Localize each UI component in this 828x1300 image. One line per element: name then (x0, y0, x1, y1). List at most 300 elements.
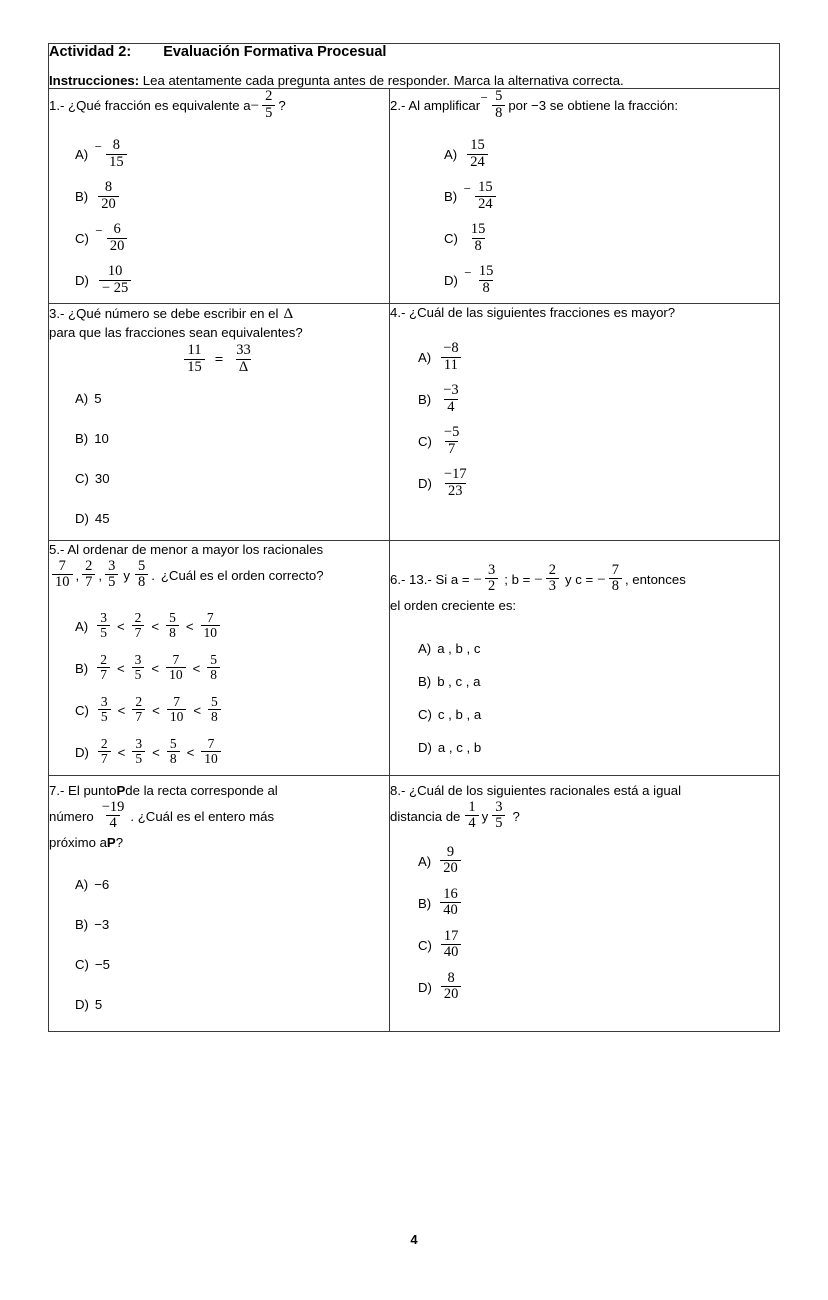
option-5-c-lt-3: < (193, 703, 202, 719)
option-5-d-label: D) (75, 745, 89, 761)
option-2-a-den: 24 (467, 154, 488, 170)
option-3-d-value: 45 (94, 511, 110, 527)
q6-a-minus: − (473, 571, 482, 588)
question-8-stem-line2 (390, 800, 779, 834)
o5c4d: 8 (208, 709, 221, 724)
option-1-b-fraction (98, 180, 119, 212)
question-cell-5 (49, 540, 390, 775)
option-8-d-fraction (441, 971, 462, 1003)
q3-right-fraction (233, 343, 254, 375)
option-1-d-num: 10 (107, 263, 123, 280)
option-3-c-label: C) (75, 471, 89, 487)
q8-line2-a: distancia de (390, 809, 461, 825)
option-6-b-label: B) (418, 673, 432, 689)
option-4-d-num: −17 (443, 466, 467, 483)
option-2-c-num: 15 (470, 221, 486, 238)
option-5-c-frac-2 (132, 695, 145, 725)
option-5-c-label: C) (75, 703, 89, 719)
q3-left-num: 11 (187, 342, 202, 359)
o5c2n: 2 (135, 694, 143, 710)
q6-sep-1: ; b = (504, 572, 531, 588)
o5a4n: 7 (206, 610, 214, 626)
question-6-stem-line2 (390, 597, 779, 615)
option-7-d-value: 5 (94, 997, 103, 1013)
q3-right-den: Δ (236, 359, 251, 375)
q6-a-fraction (485, 563, 498, 595)
option-8-d-num: 8 (447, 970, 455, 987)
q4-prefix: 4.- ¿Cuál de las siguientes fracciones es mayor? (390, 305, 676, 321)
q7-num: −19 (101, 799, 125, 816)
activity-label: Actividad 2: (49, 44, 132, 60)
question-cell-6 (390, 540, 780, 775)
option-1-c[interactable] (49, 219, 389, 259)
option-7-c[interactable] (49, 946, 389, 984)
option-4-d[interactable] (390, 464, 779, 504)
option-4-b-fraction (440, 383, 461, 415)
q3-right-num: 33 (236, 342, 251, 359)
option-2-c-label: C) (444, 231, 458, 247)
option-6-a-label: A) (418, 640, 432, 656)
q1-suffix: ? (278, 98, 286, 114)
option-2-d-label: D) (444, 273, 458, 289)
option-4-c-label: C) (418, 434, 432, 450)
q6-c-fraction (609, 563, 622, 595)
q6-line2: el orden creciente es: (390, 598, 517, 614)
option-7-b[interactable] (49, 906, 389, 944)
o5a1d: 5 (97, 625, 110, 640)
option-5-a-lt-2: < (151, 619, 160, 635)
option-5-d-frac-2 (132, 737, 145, 767)
question-7-stem-line1 (49, 782, 389, 800)
option-1-d-fraction (99, 264, 131, 296)
option-3-b-value: 10 (94, 431, 109, 447)
option-1-a-minus: ⁻ (94, 141, 103, 158)
option-2-d-den: 8 (479, 280, 492, 296)
q8-f1-den: 4 (465, 815, 478, 831)
option-4-b-label: B) (418, 392, 432, 408)
activity-title: Evaluación Formativa Procesual (163, 44, 387, 60)
o5d4n: 7 (207, 736, 215, 752)
q5-sep-1: , (75, 568, 80, 584)
question-8-stem-line1 (390, 782, 779, 800)
option-7-a-label: A) (75, 877, 89, 893)
q5-frac-4-num: 5 (137, 558, 146, 575)
option-5-a-frac-3 (166, 611, 179, 641)
question-5-options (49, 607, 389, 773)
q7-point-p-2: P (106, 835, 116, 851)
option-1-a-den: 15 (106, 154, 127, 170)
option-6-d[interactable] (390, 732, 779, 763)
q1-numerator: 2 (265, 88, 273, 105)
activity-heading (49, 44, 779, 60)
option-5-a-lt-3: < (185, 619, 194, 635)
question-cell-2 (390, 89, 780, 304)
q3-triangle-symbol: Δ (283, 306, 294, 322)
q2-suffix: por −3 se obtiene la fracción: (508, 98, 679, 114)
question-2-stem (390, 89, 779, 123)
q3-line2: para que las fracciones sean equivalentes? (49, 325, 303, 341)
option-5-c-lt-1: < (117, 703, 126, 719)
option-2-d-fraction (476, 264, 497, 296)
option-4-a-num: −8 (443, 340, 459, 357)
q3-left-den: 15 (184, 359, 205, 375)
page-number: 4 (410, 1232, 418, 1247)
option-4-c-num: −5 (443, 424, 460, 441)
option-5-b-frac-3 (166, 653, 186, 683)
option-1-c-label: C) (75, 231, 89, 247)
o5a4d: 10 (201, 625, 221, 640)
question-3-stem-line1 (49, 304, 389, 324)
option-8-b[interactable] (390, 884, 779, 924)
question-cell-4 (390, 304, 780, 541)
option-2-a[interactable] (418, 135, 779, 175)
q1-minus: − (250, 97, 260, 114)
question-cell-1 (49, 89, 390, 304)
option-4-d-den: 23 (445, 483, 466, 499)
option-8-a-label: A) (418, 854, 432, 870)
option-6-d-value: a , c , b (437, 739, 482, 755)
q7-line2-a: número (49, 809, 94, 825)
option-1-c-den: 20 (107, 238, 128, 254)
option-4-c[interactable] (390, 422, 779, 462)
option-2-b-num: 15 (478, 179, 493, 196)
option-5-c-frac-1 (98, 695, 111, 725)
option-5-b[interactable] (49, 649, 389, 689)
option-1-b-num: 8 (104, 179, 113, 196)
option-7-a[interactable] (49, 866, 389, 904)
q7-line2-b: . ¿Cuál es el entero más (130, 809, 275, 825)
q5-frac-2-den: 7 (82, 574, 95, 590)
option-5-d-lt-3: < (186, 745, 195, 761)
question-5-stem-line2 (49, 559, 389, 593)
option-4-b-den: 4 (444, 399, 457, 415)
q7-line1-b: de la recta corresponde al (125, 783, 278, 799)
option-5-d-lt-2: < (152, 745, 160, 761)
option-1-a[interactable] (49, 135, 389, 175)
o5a3d: 8 (166, 625, 179, 640)
o5a3n: 5 (169, 610, 176, 626)
q5-sep-3: y (123, 568, 130, 584)
option-8-c-num: 17 (443, 928, 459, 945)
q5-sep-2: , (98, 568, 103, 584)
o5b1d: 7 (97, 667, 110, 682)
question-3-stem-line2 (49, 324, 389, 342)
q2-prefix: 2.- Al amplificar (390, 98, 481, 114)
q6-c-num: 7 (611, 562, 619, 579)
q6-b-fraction (546, 563, 559, 595)
option-7-a-value: −6 (94, 877, 110, 893)
option-5-a-frac-1 (97, 611, 110, 641)
option-6-a[interactable] (390, 633, 779, 664)
option-3-d-label: D) (75, 511, 89, 527)
option-1-a-label: A) (75, 147, 89, 163)
question-4-stem (390, 304, 779, 322)
option-1-b[interactable] (49, 177, 389, 217)
o5b4d: 8 (207, 667, 220, 682)
option-5-d[interactable] (49, 733, 389, 773)
option-1-d-den: − 25 (99, 280, 131, 296)
o5b3n: 7 (172, 652, 180, 668)
option-1-a-num: 8 (112, 137, 120, 154)
q6-b-num: 2 (548, 562, 556, 579)
option-6-b[interactable] (390, 666, 779, 697)
option-1-c-minus: ⁻ (94, 225, 103, 242)
o5a1n: 3 (100, 610, 107, 626)
option-6-b-value: b , c , a (437, 673, 481, 689)
instructions-text: Lea atentamente cada pregunta antes de responder. Marca la alternativa correcta. (139, 73, 624, 88)
option-1-d-label: D) (75, 273, 89, 289)
o5c3n: 7 (173, 694, 180, 710)
q5-sep-4: . (151, 568, 155, 584)
option-8-a-num: 9 (446, 844, 455, 861)
option-7-c-label: C) (75, 957, 89, 973)
instructions-line (49, 73, 779, 88)
option-2-d-num: 15 (478, 263, 494, 280)
q6-c-minus: − (597, 571, 606, 588)
option-7-d-label: D) (75, 997, 89, 1013)
o5d2n: 3 (135, 736, 143, 752)
q5-frac-3-den: 5 (105, 574, 118, 590)
option-5-d-frac-3 (167, 737, 180, 767)
option-1-d[interactable] (49, 261, 389, 301)
option-1-c-fraction (107, 222, 128, 254)
question-7-options (49, 866, 389, 1024)
option-5-b-frac-2 (132, 653, 145, 683)
q6-suffix: , entonces (624, 572, 686, 588)
q5-frac-1-num: 7 (58, 558, 66, 575)
option-5-d-frac-1 (98, 737, 111, 767)
o5c1d: 5 (98, 709, 111, 724)
q5-frac-4-den: 8 (135, 574, 148, 590)
option-3-c[interactable] (49, 460, 389, 498)
option-3-b[interactable] (49, 420, 389, 458)
option-8-c[interactable] (390, 926, 779, 966)
o5c2d: 7 (132, 709, 145, 724)
option-8-d-label: D) (418, 980, 432, 996)
q8-f2-num: 3 (495, 799, 503, 816)
question-4-options (390, 338, 779, 504)
q5-frac-2 (82, 559, 95, 591)
option-8-c-fraction (441, 929, 462, 961)
q6-b-minus: − (534, 571, 543, 588)
q3-left-fraction (184, 343, 205, 375)
q6-c-den: 8 (609, 578, 622, 594)
instructions-label: Instrucciones: (49, 73, 140, 88)
q5-frac-3 (105, 559, 118, 591)
q8-fraction-1 (465, 800, 478, 832)
option-2-b[interactable] (418, 177, 779, 217)
q2-denominator: 8 (492, 105, 505, 121)
question-cell-3 (49, 304, 390, 541)
option-6-a-value: a , b , c (437, 640, 481, 656)
q5-frac-3-num: 3 (108, 558, 116, 575)
o5b2d: 5 (132, 667, 145, 682)
option-2-b-fraction (475, 180, 496, 212)
option-2-a-fraction (467, 138, 488, 170)
q6-prefix: 6.- 13.- Si a = (390, 572, 470, 588)
option-3-a[interactable] (49, 380, 389, 418)
option-8-c-den: 40 (441, 944, 462, 960)
option-2-c[interactable] (418, 219, 779, 259)
question-1-stem (49, 89, 389, 123)
q5-frac-2-num: 2 (85, 558, 93, 575)
o5a2d: 7 (132, 625, 145, 640)
option-2-c-fraction (468, 222, 489, 254)
o5d1d: 7 (98, 751, 111, 766)
table-row-q7-q8 (49, 775, 780, 1031)
option-3-a-label: A) (75, 391, 89, 407)
option-6-c[interactable] (390, 699, 779, 730)
option-8-c-label: C) (418, 938, 432, 954)
option-4-b-num: −3 (443, 382, 459, 399)
option-1-b-den: 20 (98, 196, 119, 212)
option-5-a[interactable] (49, 607, 389, 647)
option-1-c-num: 6 (113, 221, 121, 238)
q6-b-den: 3 (546, 578, 559, 594)
option-5-b-frac-1 (97, 653, 110, 683)
q8-f2-den: 5 (492, 815, 505, 831)
option-8-d-den: 20 (441, 986, 462, 1002)
option-4-a-label: A) (418, 350, 432, 366)
question-3-options (49, 380, 389, 538)
o5d2d: 5 (132, 751, 145, 766)
question-6-stem-line1 (390, 563, 779, 597)
q2-minus: ⁻ (480, 92, 489, 109)
question-2-options (390, 135, 779, 301)
q8-line2-b: ? (512, 809, 520, 825)
q5-line1: 5.- Al ordenar de menor a mayor los racionales (49, 542, 324, 558)
o5b4n: 5 (210, 652, 218, 668)
q1-prefix: 1.- ¿Qué fracción es equivalente a (49, 98, 251, 114)
header-cell (49, 44, 780, 89)
table-row-q5-q6 (49, 540, 780, 775)
option-5-c[interactable] (49, 691, 389, 731)
question-cell-8 (390, 775, 780, 1031)
option-5-b-frac-4 (207, 653, 220, 683)
o5c1n: 3 (100, 694, 108, 710)
q8-fraction-2 (492, 800, 505, 832)
o5d3d: 8 (167, 751, 180, 766)
question-8-options (390, 842, 779, 1008)
q3-equals-sign: = (214, 351, 224, 368)
option-6-c-label: C) (418, 706, 432, 722)
option-4-b[interactable] (390, 380, 779, 420)
q6-a-den: 2 (485, 578, 498, 594)
option-2-b-label: B) (444, 189, 458, 205)
option-2-b-den: 24 (475, 196, 496, 212)
question-3-equation (49, 344, 389, 376)
option-8-b-label: B) (418, 896, 432, 912)
o5b3d: 10 (166, 667, 186, 682)
option-8-b-num: 16 (443, 886, 458, 903)
q7-line3-a: próximo a (49, 835, 107, 851)
option-5-c-lt-2: < (152, 703, 160, 719)
option-5-b-lt-2: < (151, 661, 160, 677)
q2-fraction (492, 89, 505, 121)
option-6-c-value: c , b , a (437, 706, 482, 722)
option-3-c-value: 30 (94, 471, 110, 487)
q1-denominator: 5 (262, 105, 275, 121)
o5d4d: 10 (201, 751, 221, 766)
question-7-stem-line2 (49, 800, 389, 834)
option-2-a-num: 15 (470, 137, 485, 154)
option-5-c-frac-4 (208, 695, 221, 725)
question-1-options (49, 135, 389, 301)
option-3-b-label: B) (75, 431, 89, 447)
q2-numerator: 5 (495, 88, 503, 105)
q5-frac-1 (52, 559, 73, 591)
q7-fraction (99, 800, 128, 832)
question-6-options (390, 633, 779, 763)
option-2-d-minus: ⁻ (463, 267, 472, 284)
option-2-a-label: A) (444, 147, 458, 163)
option-5-a-frac-2 (132, 611, 145, 641)
option-4-a-fraction (440, 341, 461, 373)
q1-fraction (262, 89, 275, 121)
option-6-d-label: D) (418, 739, 432, 755)
o5b2n: 3 (134, 652, 142, 668)
option-3-a-value: 5 (94, 391, 102, 407)
option-4-a[interactable] (390, 338, 779, 378)
option-5-c-frac-3 (167, 695, 187, 725)
table-row-header (49, 44, 780, 89)
q5-line2-tail: ¿Cuál es el orden correcto? (160, 568, 324, 584)
option-8-b-den: 40 (440, 902, 461, 918)
q8-line1: 8.- ¿Cuál de los siguientes racionales está a igual (390, 783, 682, 799)
option-7-c-value: −5 (94, 957, 110, 973)
option-5-b-label: B) (75, 661, 89, 677)
option-1-b-label: B) (75, 189, 89, 205)
q7-point-p-1: P (116, 783, 126, 799)
option-8-a-fraction (440, 845, 461, 877)
option-5-b-lt-1: < (116, 661, 125, 677)
q6-sep-2: y c = (565, 572, 594, 588)
option-1-a-fraction (106, 138, 127, 170)
o5c4n: 5 (211, 694, 218, 710)
q5-frac-4 (135, 559, 148, 591)
o5d1n: 2 (100, 736, 108, 752)
q8-f1-num: 1 (468, 799, 476, 816)
option-8-b-fraction (440, 887, 461, 919)
option-2-c-den: 8 (472, 238, 485, 254)
option-3-d[interactable] (49, 500, 389, 538)
q7-den: 4 (106, 815, 119, 831)
quiz-table (48, 43, 780, 1032)
q7-line1-a: 7.- El punto (49, 783, 117, 799)
option-4-a-den: 11 (441, 357, 461, 373)
o5a2n: 2 (134, 610, 142, 626)
option-7-d[interactable] (49, 986, 389, 1024)
option-5-a-label: A) (75, 619, 89, 635)
option-5-a-lt-1: < (116, 619, 125, 635)
table-row-q3-q4 (49, 304, 780, 541)
option-4-d-label: D) (418, 476, 432, 492)
option-8-d[interactable] (390, 968, 779, 1008)
option-5-d-lt-1: < (117, 745, 126, 761)
option-4-d-fraction (441, 467, 470, 499)
q5-frac-1-den: 10 (52, 574, 73, 590)
q3-line1: 3.- ¿Qué número se debe escribir en el (49, 306, 279, 322)
o5c3d: 10 (167, 709, 187, 724)
option-8-a[interactable] (390, 842, 779, 882)
o5d3n: 5 (169, 736, 177, 752)
table-row-q1-q2 (49, 89, 780, 304)
option-2-d[interactable] (418, 261, 779, 301)
option-4-c-fraction (441, 425, 462, 457)
option-8-a-den: 20 (440, 860, 461, 876)
question-5-stem-line1 (49, 541, 389, 559)
option-7-b-label: B) (75, 917, 89, 933)
